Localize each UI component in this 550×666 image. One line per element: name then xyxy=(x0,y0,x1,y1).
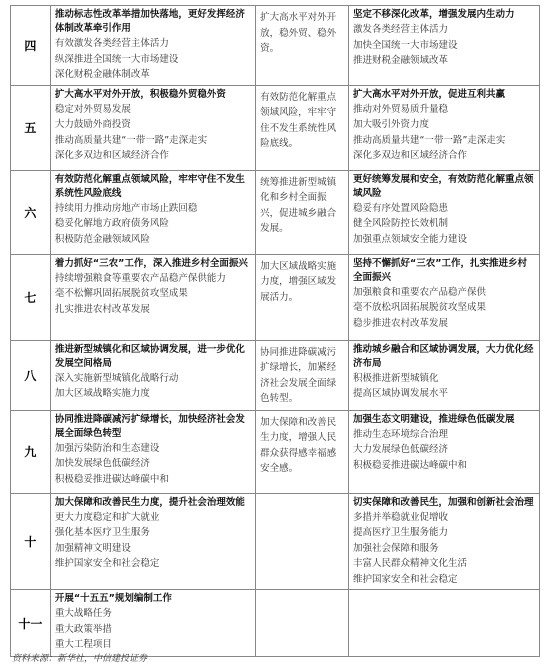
summary-text: 统筹推进新型城镇化和乡村全面振兴，促进城乡融合发展。 xyxy=(260,176,337,234)
summary-cell xyxy=(256,85,349,170)
cell-heading: 加大保障和改善民生力度，提升社会治理效能 xyxy=(54,496,245,508)
policy-cell xyxy=(349,170,540,254)
list-item: 加大吸引外资力度 xyxy=(353,119,430,130)
row-number: 七 xyxy=(11,254,51,340)
list-item: 加强粮食和重要农产品稳产保供 xyxy=(353,286,487,298)
list-item: 持续用力推动房地产市场止跌回稳 xyxy=(54,202,198,214)
list-item: 激发各类经营主体活力 xyxy=(353,24,449,35)
list-item: 加强重点领域安全能力建设 xyxy=(353,233,468,245)
summary-cell xyxy=(256,6,349,86)
policy-cell xyxy=(50,410,255,493)
cell-heading: 坚持不懈抓好“三农”工作，扎实推进乡村全面振兴 xyxy=(353,257,528,283)
table-row xyxy=(11,6,540,86)
list-item: 毫不放松巩固拓展脱贫攻坚成果 xyxy=(353,302,487,313)
summary-text: 扩大高水平对外开放，稳外贸、稳外资。 xyxy=(260,12,337,54)
list-item: 更大力度稳定和扩大就业 xyxy=(54,511,160,523)
policy-cell xyxy=(349,410,540,493)
list-item: 提高区域协调发展水平 xyxy=(353,388,449,399)
list-item: 健全风险防控长效机制 xyxy=(353,218,449,229)
list-item: 深化多双边和区域经济合作 xyxy=(353,150,468,161)
list-item: 提高医疗卫生服务能力 xyxy=(353,527,449,538)
policy-cell xyxy=(50,340,255,410)
list-item: 积极防范金融领域风险 xyxy=(54,233,150,245)
table-row xyxy=(11,85,540,170)
summary-text: 有效防范化解重点领域风险，牢牢守住不发生系统性风险底线。 xyxy=(260,91,337,149)
list-item: 有效激发各类经营主体活力 xyxy=(54,38,169,49)
summary-text: 协同推进降碳减污扩绿增长，加紧经济社会发展全面绿色转型。 xyxy=(260,346,337,404)
cell-heading: 推动城乡融合和区域协调发展，大力优化经济布局 xyxy=(353,343,534,369)
list-item: 加强污染防治和生态建设 xyxy=(54,442,160,454)
summary-text: 加大区域战略实施力度，增强区域发展活力。 xyxy=(260,260,337,303)
list-item: 纵深推进全国统一大市场建设 xyxy=(54,53,179,65)
policy-cell xyxy=(349,493,540,590)
row-number: 八 xyxy=(11,340,51,410)
list-item: 稳定对外贸易发展 xyxy=(54,103,131,115)
list-item: 积极稳妥推进碳达峰碳中和 xyxy=(54,473,169,485)
table-row xyxy=(11,590,540,657)
list-item: 重大战略任务 xyxy=(54,608,112,619)
cell-heading: 有效防范化解重点领域风险，牢牢守住不发生系统性风险底线 xyxy=(54,173,245,199)
cell-heading: 协同推进降碳减污扩绿增长，加快经济社会发展全面绿色转型 xyxy=(54,413,245,439)
cell-heading: 切实保障和改善民生，加强和创新社会治理 xyxy=(353,496,534,508)
cell-heading: 着力抓好“三农”工作，深入推进乡村全面振兴 xyxy=(54,257,248,269)
summary-text xyxy=(260,592,344,594)
list-item: 稳妥有序处置风险隐患 xyxy=(353,202,449,214)
list-item: 维护国家安全和社会稳定 xyxy=(353,573,458,585)
table-row xyxy=(11,340,540,410)
cell-heading: 扩大高水平对外开放，积极稳外贸稳外资 xyxy=(54,88,226,100)
list-item: 积极推进新型城镇化 xyxy=(353,372,439,384)
summary-text xyxy=(260,496,344,498)
row-number: 四 xyxy=(11,6,51,86)
policy-cell xyxy=(50,170,255,254)
list-item: 多措并举稳就业促增收 xyxy=(353,511,449,523)
summary-cell xyxy=(256,590,349,657)
policy-cell xyxy=(349,85,540,170)
list-item: 深化多双边和区域经济合作 xyxy=(54,150,169,161)
summary-cell xyxy=(256,340,349,410)
list-item: 扎实推进农村改革发展 xyxy=(54,303,150,315)
list-item: 持续增强粮食等重要农产品稳产保供能力 xyxy=(54,272,226,284)
summary-cell xyxy=(256,493,349,590)
list-item: 推动对外贸易质升量稳 xyxy=(353,103,449,115)
list-item: 丰富人民群众精神文化生活 xyxy=(353,558,468,569)
list-item: 大力鼓励外商投资 xyxy=(54,119,131,130)
list-item: 大力发展绿色低碳经济 xyxy=(353,444,449,455)
cell-heading: 推进新型城镇化和区域协调发展，进一步优化发展空间格局 xyxy=(54,343,245,369)
list-item: 加快全国统一大市场建设 xyxy=(353,39,458,51)
list-item: 加大区域战略实施力度 xyxy=(54,388,150,399)
policy-cell xyxy=(50,85,255,170)
policy-cell xyxy=(50,493,255,590)
policy-cell xyxy=(349,590,540,657)
list-item: 毫不松懈巩固拓展脱贫攻坚成果 xyxy=(54,288,188,299)
table-row xyxy=(11,493,540,590)
list-item: 推动高质量共建“一带一路”走深走实 xyxy=(353,134,506,146)
list-item: 深入实施新型城镇化战略行动 xyxy=(54,372,179,384)
policy-cell xyxy=(50,6,255,86)
policy-cell xyxy=(50,254,255,340)
list-item: 加强社会保障和服务 xyxy=(353,542,439,554)
list-item: 重大工程项目 xyxy=(54,639,112,650)
list-item: 深化财税金融体制改革 xyxy=(54,69,150,80)
policy-cell xyxy=(50,590,255,657)
row-number: 九 xyxy=(11,410,51,493)
list-item: 维护国家安全和社会稳定 xyxy=(54,558,160,569)
cell-heading: 更好统筹发展和安全，有效防范化解重点领域风险 xyxy=(353,173,534,199)
source-note: 资料来源：新华社，中信建投证券 xyxy=(12,654,148,664)
table-row xyxy=(11,170,540,254)
policy-cell xyxy=(349,340,540,410)
row-number: 十一 xyxy=(11,590,51,657)
list-item: 稳妥化解地方政府债务风险 xyxy=(54,218,169,229)
row-number: 五 xyxy=(11,85,51,170)
list-item: 加强精神文明建设 xyxy=(54,542,131,554)
policy-comparison-table xyxy=(10,5,540,657)
list-item: 推动生态环境综合治理 xyxy=(353,428,449,440)
summary-cell xyxy=(256,254,349,340)
row-number: 十 xyxy=(11,493,51,590)
row-number: 六 xyxy=(11,170,51,254)
summary-text: 加大保障和改善民生力度，增强人民群众获得感幸福感安全感。 xyxy=(260,416,337,474)
policy-cell xyxy=(349,6,540,86)
cell-heading: 加强生态文明建设，推进绿色低碳发展 xyxy=(353,413,515,425)
table-row xyxy=(11,254,540,340)
list-item: 积极稳妥推进碳达峰碳中和 xyxy=(353,459,468,471)
summary-cell xyxy=(256,170,349,254)
summary-cell xyxy=(256,410,349,493)
list-item: 强化基本医疗卫生服务 xyxy=(54,527,150,538)
cell-heading: 开展“十五五”规划编制工作 xyxy=(54,593,172,604)
policy-cell xyxy=(349,254,540,340)
list-item: 稳步推进农村改革发展 xyxy=(353,317,449,329)
list-item: 推进财税金融领域改革 xyxy=(353,55,449,66)
cell-heading: 扩大高水平对外开放，促进互利共赢 xyxy=(353,88,506,100)
cell-heading: 坚定不移深化改革，增强发展内生动力 xyxy=(353,9,515,20)
list-item: 推动高质量共建“一带一路”走深走实 xyxy=(54,134,208,146)
list-item: 加快发展绿色低碳经济 xyxy=(54,458,150,469)
table-row xyxy=(11,410,540,493)
list-item: 重大政策举措 xyxy=(54,623,112,635)
cell-heading: 推动标志性改革举措加快落地，更好发挥经济体制改革牵引作用 xyxy=(54,9,245,34)
